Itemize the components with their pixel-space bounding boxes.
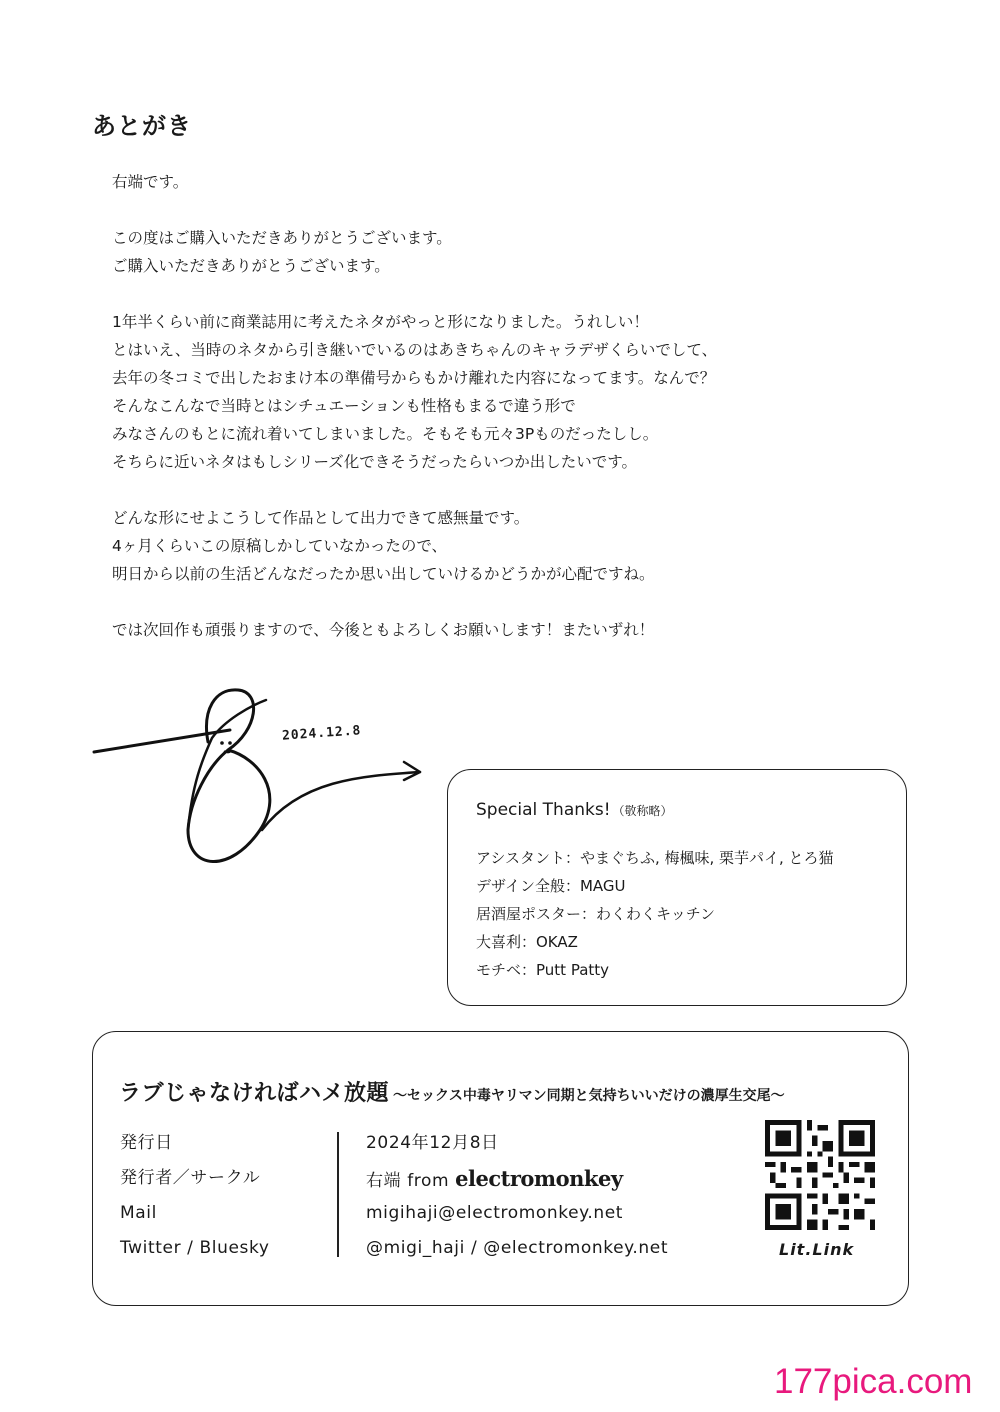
text-line: この度はご購入いただきありがとうございます。 — [112, 229, 452, 247]
text-line: そちらに近いネタはもしシリーズ化できそうだったらいつか出したいです。 — [112, 453, 637, 471]
qr-code-icon[interactable] — [765, 1120, 875, 1230]
label-mail: Mail — [120, 1203, 157, 1223]
afterword-title: あとがき — [92, 112, 192, 140]
colophon-values — [366, 1126, 668, 1266]
paragraph — [112, 168, 932, 196]
paragraph — [112, 224, 932, 280]
text-line: 去年の冬コミで出したおまけ本の準備号からもかけ離れた内容になってます。なんで？ — [112, 369, 716, 387]
social-handles[interactable]: @migi_haji / @electromonkey.net — [366, 1238, 669, 1258]
watermark-text: 177pica.com — [774, 1362, 973, 1401]
text-line: とはいえ、当時のネタから引き継いでいるのはあきちゃんのキャラデザくらいでして、 — [112, 341, 718, 359]
special-thanks-list — [476, 844, 834, 984]
release-date: 2024年12月8日 — [366, 1133, 499, 1153]
special-thanks-title: Special Thanks! — [476, 800, 611, 820]
paragraph — [112, 308, 932, 476]
book-title: ラブじゃなければハメ放題 — [119, 1081, 390, 1106]
publisher — [366, 1161, 668, 1196]
colophon-labels — [120, 1126, 270, 1266]
book-subtitle: 〜セックス中毒ヤリマン同期と気持ちいいだけの濃厚生交尾〜 — [393, 1088, 785, 1104]
label-social: Twitter / Bluesky — [120, 1238, 270, 1258]
qr-code-label: Lit.Link — [779, 1240, 855, 1259]
text-line: ご購入いただきありがとうございます。 — [112, 257, 390, 275]
text-line: 明日から以前の生活どんなだったか思い出していけるかどうかが心配ですね。 — [112, 565, 655, 583]
special-thanks-box — [447, 769, 907, 1006]
text-line: 4ヶ月くらいこの原稿しかしていなかったので、 — [112, 537, 448, 555]
publisher-name: 右端 from — [366, 1171, 450, 1191]
text-line: 右端です。 — [112, 173, 189, 191]
text-line: そんなこんなで当時とはシチュエーションも性格もまるで違う形で — [112, 397, 576, 415]
list-item: デザイン全般：MAGU — [476, 877, 626, 895]
list-item: アシスタント：やまぐちふ, 梅楓味, 栗芋パイ, とろ猫 — [476, 849, 834, 867]
signature-date: 2024.12.8 — [281, 723, 362, 744]
column-divider — [337, 1132, 339, 1257]
label-publisher: 発行者／サークル — [120, 1168, 261, 1188]
circle-logo: electromonkey — [455, 1166, 623, 1191]
afterword-body — [112, 168, 932, 672]
text-line: どんな形にせよこうして作品として出力できて感無量です。 — [112, 509, 530, 527]
signature-drawing — [90, 680, 430, 880]
text-line: では次回作も頑張りますので、今後ともよろしくお願いします！またいずれ！ — [112, 621, 655, 639]
mail-address[interactable]: migihaji@electromonkey.net — [366, 1203, 624, 1223]
special-thanks-heading — [476, 800, 673, 820]
text-line: 1年半くらい前に商業誌用に考えたネタがやっと形になりました。うれしい！ — [112, 313, 649, 331]
list-item: モチベ：Putt Patty — [476, 961, 610, 979]
paragraph — [112, 616, 932, 644]
label-release-date: 発行日 — [120, 1133, 173, 1153]
honorifics-note: （敬称略） — [612, 804, 673, 818]
text-line: みなさんのもとに流れ着いてしまいました。そもそも元々3Pものだったしし。 — [112, 425, 659, 443]
paragraph — [112, 504, 932, 588]
colophon-box — [92, 1031, 909, 1306]
book-title-line — [119, 1076, 785, 1107]
list-item: 大喜利：OKAZ — [476, 933, 578, 951]
list-item: 居酒屋ポスター：わくわくキッチン — [476, 905, 715, 923]
